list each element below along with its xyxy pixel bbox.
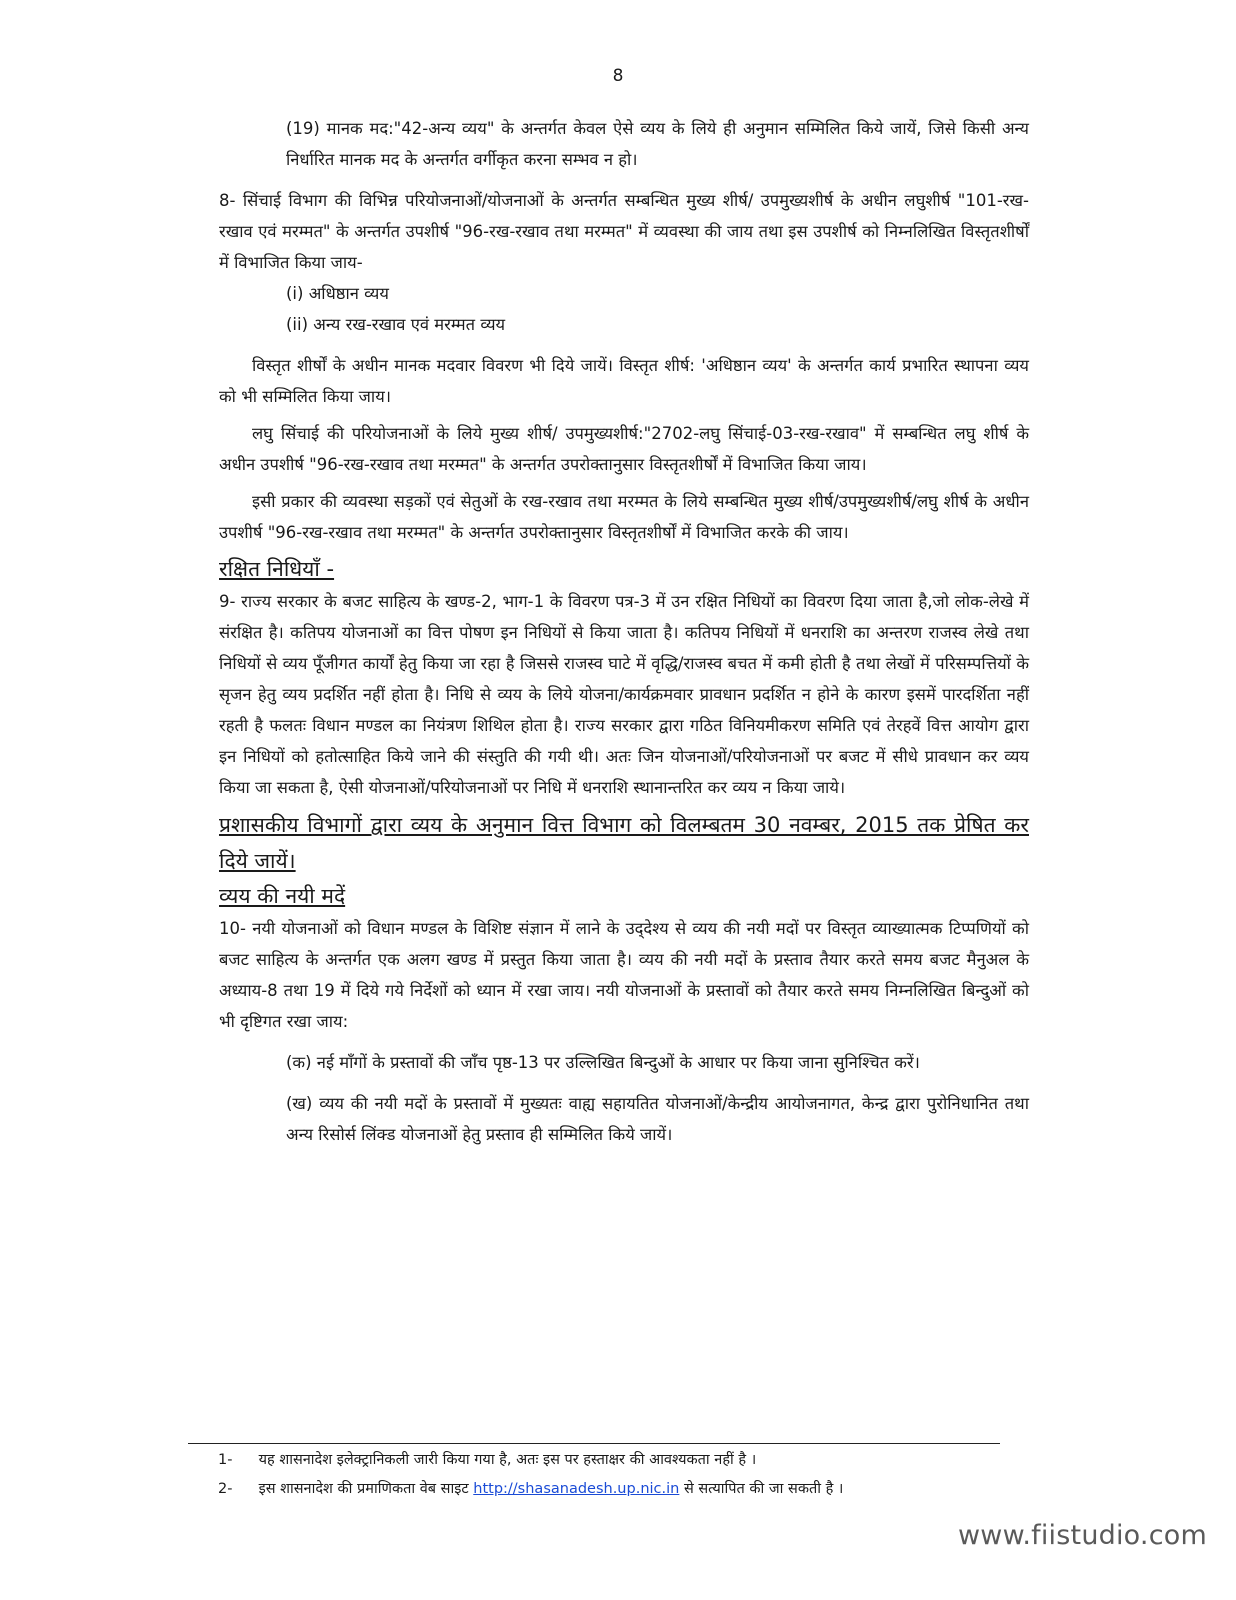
watermark-text: www.fiistudio.com (958, 1520, 1207, 1551)
paragraph-10: 10- नयी योजनाओं को विधान मण्डल के विशिष्ट संज्ञान में लाने के उद्‌देश्य से व्यय की नयी मदों पर विस्तृत व्याख्यात्मक टिप्पणियों को बजट साहित्य के अन्तर्गत एक अलग खण्ड में प्रस्तुत किया जाता है। व्यय की नयी मदों के प्रस्ताव तैयार करते समय बजट मैनुअल के अध्याय-8 तथा 19 में दिये गये निर्देशों को ध्यान में रखा जाय। नयी योजनाओं के प्रस्तावों को तैयार करते समय निम्नलिखित बिन्दुओं को भी दृष्टिगत रखा जाय: (219, 919, 1029, 1031)
item-19: (19) मानक मद:"42-अन्य व्यय" के अन्तर्गत केवल ऐसे व्यय के लिये ही अनुमान सम्मिलित किये जायें, जिसे किसी अन्य निर्धारित मानक मद के अन्तर्गत वर्गीकृत करना सम्भव न हो। (286, 119, 1029, 169)
footnote-text-after: से सत्यापित की जा सकती है । (683, 1481, 844, 1497)
item-ka: (क) नई माँगों के प्रस्तावों की जाँच पृष्ठ-13 पर उल्लिखित बिन्दुओं के आधार पर किया जाना सुनिश्चित करें। (286, 1053, 920, 1072)
footnote-2 (218, 1475, 1018, 1504)
footnote-text: यह शासनादेश इलेक्ट्रानिकली जारी किया गया है, अतः इस पर हस्ताक्षर की आवश्यकता नहीं है । (258, 1452, 757, 1468)
footnotes (218, 1446, 1018, 1504)
footnote-number: 2- (218, 1481, 233, 1497)
page-number: 8 (612, 66, 624, 86)
footnote-1 (218, 1446, 1018, 1475)
heading-reserved-funds: रक्षित निधियाँ - (219, 557, 335, 581)
heading-new-items: व्यय की नयी मदें (219, 884, 346, 908)
footnote-number: 1- (218, 1452, 233, 1468)
paragraph-detailed-heads: विस्तृत शीर्षों के अधीन मानक मदवार विवरण भी दिये जायें। विस्तृत शीर्ष: 'अधिष्ठान व्यय' के अन्तर्गत कार्य प्रभारित स्थापना व्यय को भी सम्मिलित किया जाय। (219, 356, 1029, 406)
paragraph-8: 8- सिंचाई विभाग की विभिन्न परियोजनाओं/योजनाओं के अन्तर्गत सम्बन्धित मुख्य शीर्ष/ उपमुख्यशीर्ष के अधीन लघुशीर्ष "101-रख-रखाव एवं मरम्मत" के अन्तर्गत उपशीर्ष "96-रख-रखाव तथा मरम्मत" में व्यवस्था की जाय तथा इस उपशीर्ष को निम्नलिखित विस्तृतशीर्षों में विभाजित किया जाय- (219, 191, 1029, 272)
sub-item-i: (i) अधिष्ठान व्यय (286, 284, 389, 303)
footnote-divider (188, 1443, 1000, 1444)
item-kha: (ख) व्यय की नयी मदों के प्रस्तावों में मुख्यतः वाह्य सहायतित योजनाओं/केन्द्रीय आयोजनागत, केन्द्र द्वारा पुरोनिधानित तथा अन्य रिसोर्स लिंक्ड योजनाओं हेतु प्रस्ताव ही सम्मिलित किये जायें। (286, 1094, 1029, 1144)
heading-deadline: प्रशासकीय विभागों द्वारा व्यय के अनुमान वित्त विभाग को विलम्बतम 30 नवम्बर, 2015 तक प्रेषित कर दिये जायें। (219, 813, 1029, 873)
verification-link[interactable]: http://shasanadesh.up.nic.in (473, 1481, 680, 1497)
document-body (219, 113, 1029, 1150)
sub-item-ii: (ii) अन्य रख-रखाव एवं मरम्मत व्यय (286, 315, 506, 334)
footnote-text: इस शासनादेश की प्रमाणिकता वेब साइट (258, 1481, 469, 1497)
paragraph-9: 9- राज्य सरकार के बजट साहित्य के खण्ड-2, भाग-1 के विवरण पत्र-3 में उन रक्षित निधियों का विवरण दिया जाता है,जो लोक-लेखे में संरक्षित है। कतिपय योजनाओं का वित्त पोषण इन निधियों से किया जाता है। कतिपय निधियों में धनराशि का अन्तरण राजस्व लेखे तथा निधियों से व्यय पूँजीगत कार्यों हेतु किया जा रहा है जिससे राजस्व घाटे में वृद्धि/राजस्व बचत में कमी होती है तथा लेखों में परिसम्पत्तियों के सृजन हेतु व्यय प्रदर्शित नहीं होता है। निधि से व्यय के लिये योजना/कार्यक्रमवार प्रावधान प्रदर्शित न होने के कारण इसमें पारदर्शिता नहीं रहती है फलतः विधान मण्डल का नियंत्रण शिथिल होता है। राज्य सरकार द्वारा गठित विनियमीकरण समिति एवं तेरहवें वित्त आयोग द्वारा इन निधियों को हतोत्साहित किये जाने की संस्तुति की गयी थी। अतः जिन योजनाओं/परियोजनाओं पर बजट में सीधे प्रावधान कर व्यय किया जा सकता है, ऐसी योजनाओं/परियोजनाओं पर निधि में धनराशि स्थानान्तरित कर व्यय न किया जाये। (219, 592, 1029, 797)
paragraph-roads-bridges: इसी प्रकार की व्यवस्था सड़कों एवं सेतुओं के रख-रखाव तथा मरम्मत के लिये सम्बन्धित मुख्य शीर्ष/उपमुख्यशीर्ष/लघु शीर्ष के अधीन उपशीर्ष "96-रख-रखाव तथा मरम्मत" के अन्तर्गत उपरोक्तानुसार विस्तृतशीर्षों में विभाजित करके की जाय। (219, 492, 1029, 542)
paragraph-minor-irrigation: लघु सिंचाई की परियोजनाओं के लिये मुख्य शीर्ष/ उपमुख्यशीर्ष:"2702-लघु सिंचाई-03-रख-रखाव" में सम्बन्धित लघु शीर्ष के अधीन उपशीर्ष "96-रख-रखाव तथा मरम्मत" के अन्तर्गत उपरोक्तानुसार विस्तृतशीर्षों में विभाजित किया जाय। (219, 424, 1029, 474)
